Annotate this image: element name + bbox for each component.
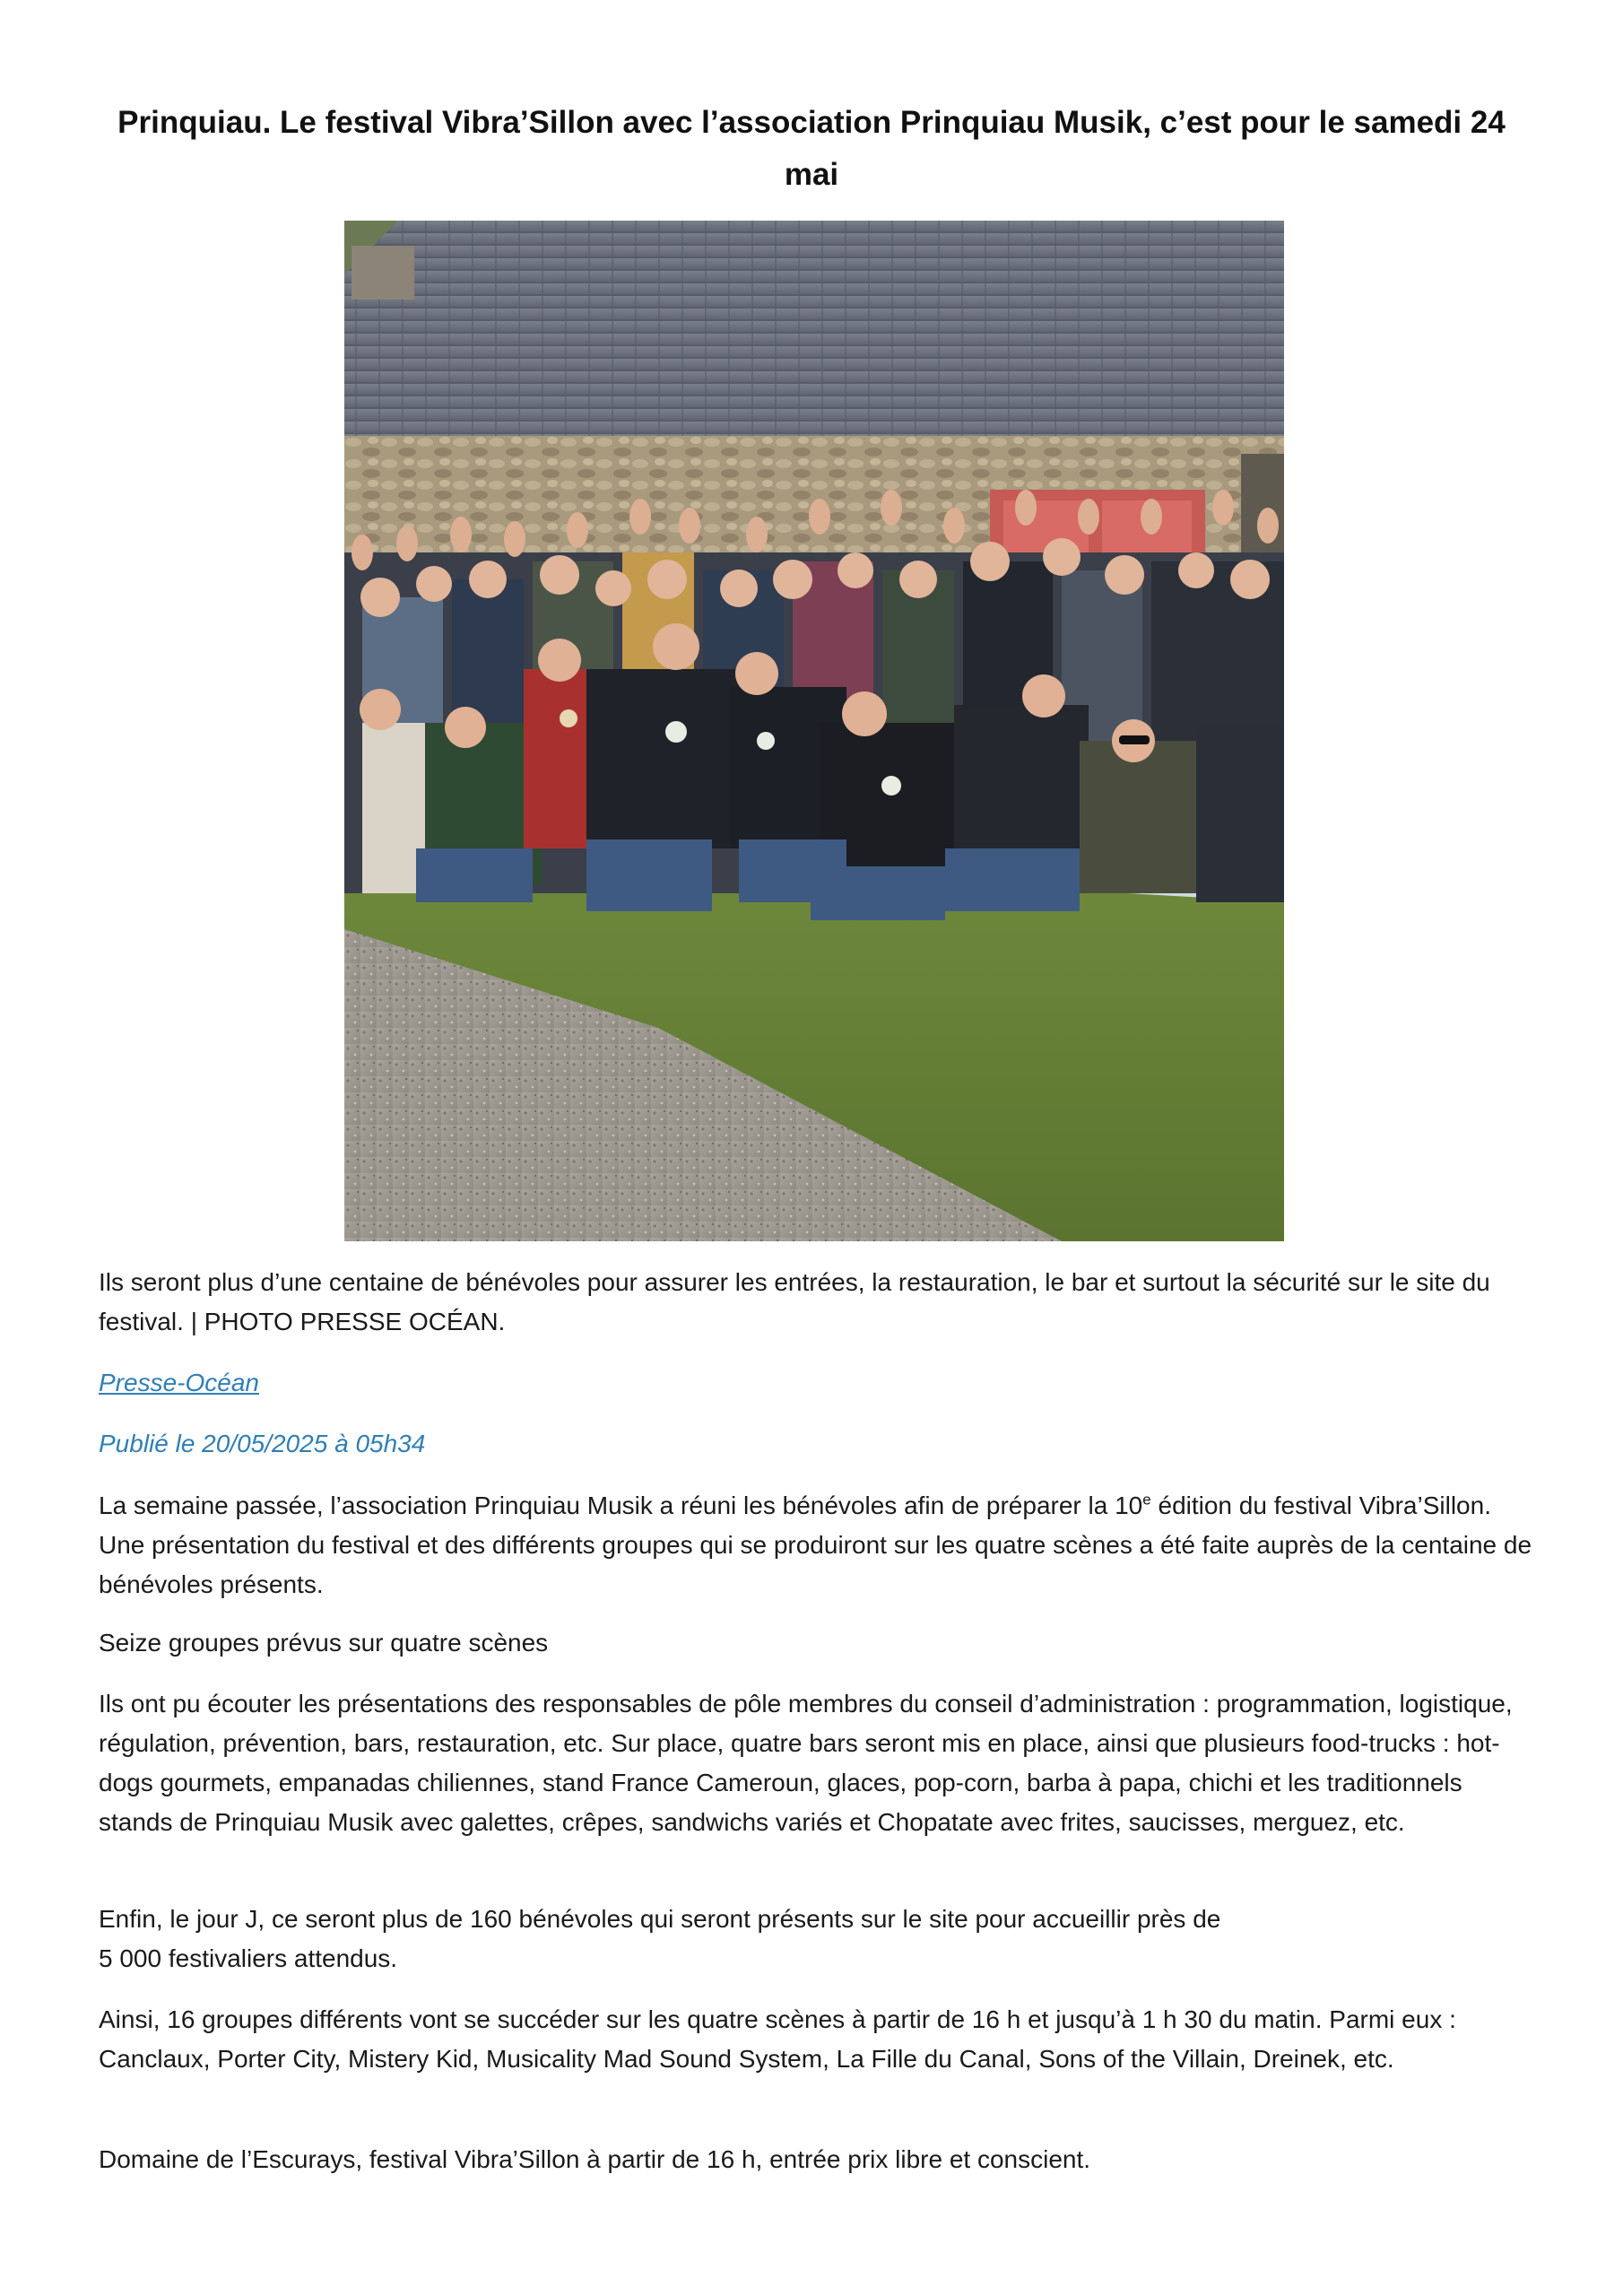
publication-date: Publié le 20/05/2025 à 05h34 <box>99 1430 426 1457</box>
paragraph-1-end: édition du festival Vibra’Sillon. Une présentation du festival et des différents groupes qui se produiront sur les quatre scènes a été faite auprès de la centaine de bénévoles présents. <box>99 1492 1532 1598</box>
paragraph-5: Domaine de l’Escurays, festival Vibra’Sillon à partir de 16 h, entrée prix libre et conscient. <box>99 2145 1091 2173</box>
paragraph-1 <box>99 1486 1533 1605</box>
article-photo <box>344 221 1284 1241</box>
paragraph-2: Ils ont pu écouter les présentations des responsables de pôle membres du conseil d’administration : programmation, logistique, régulation, prévention, bars, restauration, etc. Sur place, quatre bars seront mis en place, ainsi que plusieurs food-trucks : hot-dogs gourmets, empanadas chiliennes, stand France Cameroun, glaces, pop-corn, barba à papa, chichi et les traditionnels stands de Prinquiau Musik avec galettes, crêpes, sandwichs variés et Chopatate avec frites, saucisses, merguez, etc. <box>99 1690 1513 1836</box>
paragraph-3 <box>99 1900 1533 1979</box>
photo-caption: Ils seront plus d’une centaine de bénévoles pour assurer les entrées, la restauration, le bar et surtout la sécurité sur le site du festival. | PHOTO PRESSE OCÉAN. <box>99 1268 1490 1335</box>
source-paragraph <box>99 1363 1533 1403</box>
article-title: Prinquiau. Le festival Vibra’Sillon avec l’association Prinquiau Musik, c’est pour le samedi 24 mai <box>117 105 1506 192</box>
paragraph-1-start: La semaine passée, l’association Prinquiau Musik a réuni les bénévoles afin de préparer la 10 <box>99 1492 1143 1519</box>
paragraph-3-line-2: 5 000 festivaliers attendus. <box>99 1944 398 1972</box>
paragraph-3-line-1: Enfin, le jour J, ce seront plus de 160 bénévoles qui seront présents sur le site pour accueillir près de <box>99 1905 1221 1933</box>
source-link[interactable]: Presse-Océan <box>99 1369 259 1396</box>
subheading: Seize groupes prévus sur quatre scènes <box>99 1629 549 1657</box>
group-photo-icon <box>344 221 1284 1241</box>
paragraph-4: Ainsi, 16 groupes différents vont se succéder sur les quatre scènes à partir de 16 h et jusqu’à 1 h 30 du matin. Parmi eux : Canclaux, Porter City, Mistery Kid, Musicality Mad Sound System, La Fille du Canal, Sons of the Villain, Dreinek, etc. <box>99 2005 1456 2073</box>
ordinal-superscript: e <box>1142 1491 1151 1509</box>
